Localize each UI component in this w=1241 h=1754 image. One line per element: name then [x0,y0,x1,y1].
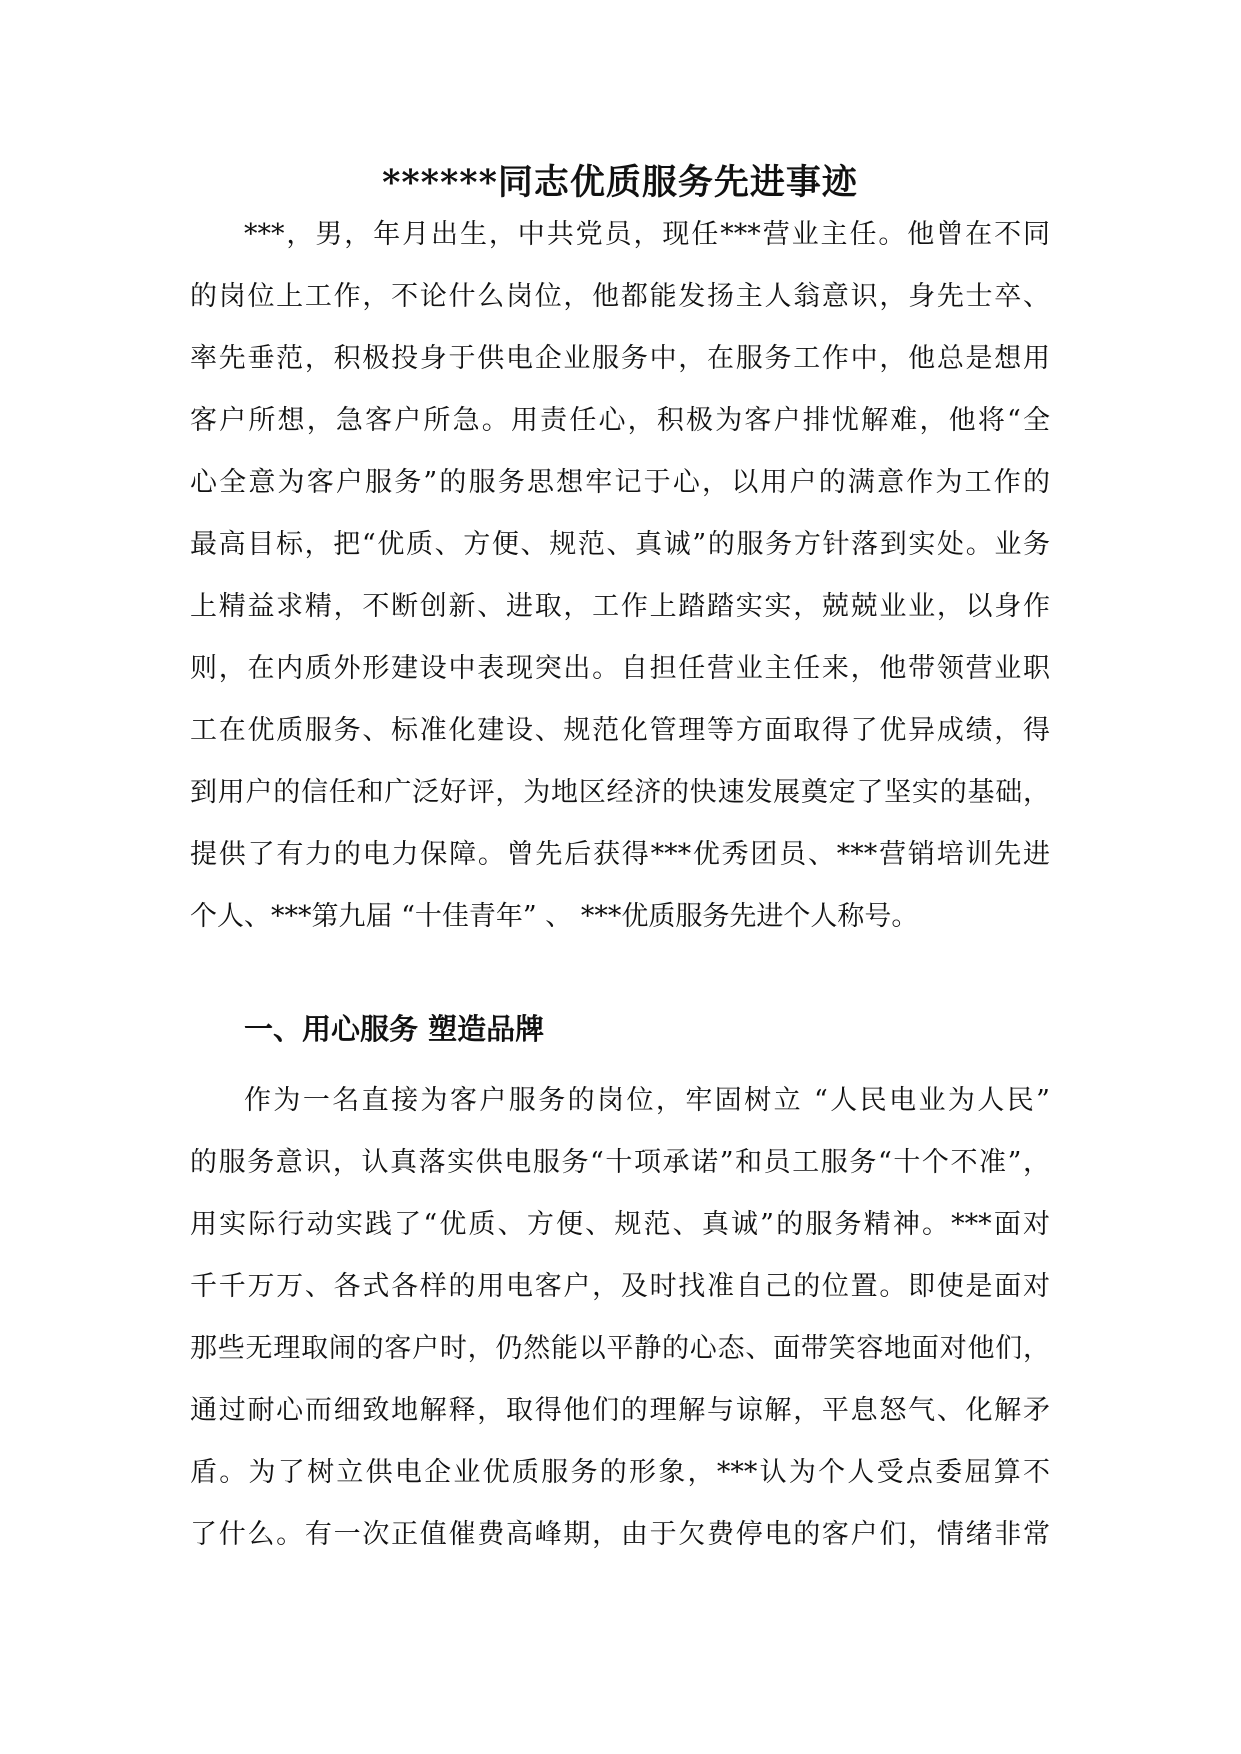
paragraph-2-line: 千千万万、各式各样的用电客户，及时找准自己的位置。即使是面对 [190,1271,1050,1302]
paragraph-2-line: 那些无理取闹的客户时，仍然能以平静的心态、面带笑容地面对他们， [190,1333,1050,1364]
paragraph-1-line: 率先垂范，积极投身于供电企业服务中，在服务工作中，他总是想用 [190,343,1050,374]
paragraph-1-line: 客户所想，急客户所急。用责任心，积极为客户排忧解难，他将“全 [190,405,1050,436]
paragraph-2-line: 的服务意识，认真落实供电服务“十项承诺”和员工服务“十个不准”， [190,1147,1050,1178]
paragraph-1-line: 到用户的信任和广泛好评，为地区经济的快速发展奠定了坚实的基础， [190,777,1050,808]
paragraph-1-line: 心全意为客户服务”的服务思想牢记于心，以用户的满意作为工作的 [190,467,1050,498]
paragraph-2-line: 了什么。有一次正值催费高峰期，由于欠费停电的客户们，情绪非常 [190,1519,1050,1550]
document-title: ******同志优质服务先进事迹 [382,162,858,203]
paragraph-2-line: 通过耐心而细致地解释，取得他们的理解与谅解，平息怒气、化解矛 [190,1395,1050,1426]
paragraph-1-line: 个人、***第九届 “十佳青年” 、 ***优质服务先进个人称号。 [190,901,919,932]
paragraph-1-line: 工在优质服务、标准化建设、规范化管理等方面取得了优异成绩，得 [190,715,1050,746]
paragraph-2-line: 作为一名直接为客户服务的岗位，牢固树立 “人民电业为人民” [244,1085,1050,1116]
paragraph-2-line: 盾。为了树立供电企业优质服务的形象，***认为个人受点委屈算不 [190,1457,1050,1488]
section-heading: 一、用心服务 塑造品牌 [244,1012,545,1046]
paragraph-1-line: 最高目标，把“优质、方便、规范、真诚”的服务方针落到实处。业务 [190,529,1050,560]
paragraph-1-line: 则，在内质外形建设中表现突出。自担任营业主任来，他带领营业职 [190,653,1050,684]
paragraph-1-line: 上精益求精，不断创新、进取，工作上踏踏实实，兢兢业业，以身作 [190,591,1050,622]
paragraph-2-line: 用实际行动实践了“优质、方便、规范、真诚”的服务精神。***面对 [190,1209,1050,1240]
paragraph-1-line: ***，男，年月出生，中共党员，现任***营业主任。他曾在不同 [244,219,1050,250]
paragraph-1-line: 的岗位上工作，不论什么岗位，他都能发扬主人翁意识，身先士卒、 [190,281,1050,312]
paragraph-1-line: 提供了有力的电力保障。曾先后获得***优秀团员、***营销培训先进 [190,839,1050,870]
